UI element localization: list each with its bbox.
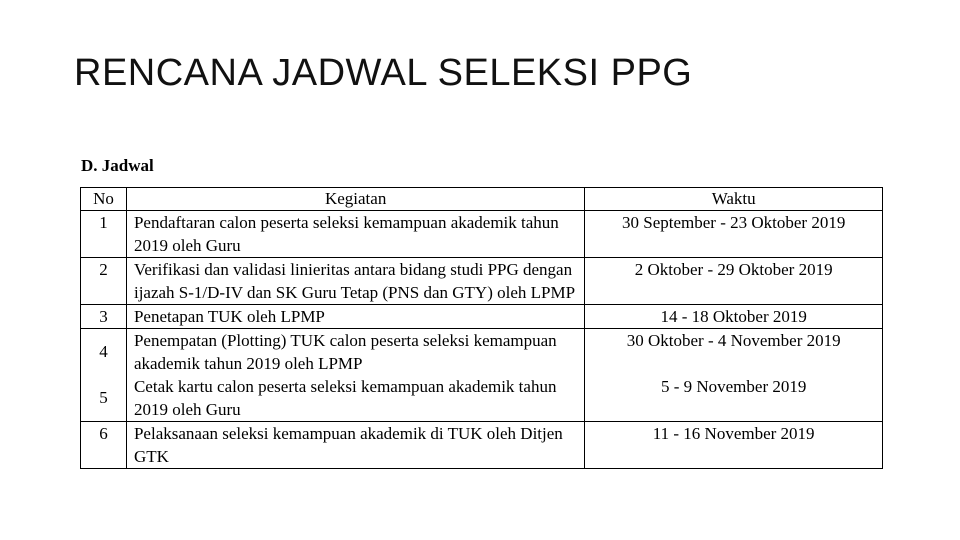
row-activity: Pendaftaran calon peserta seleksi kemampuan akademik tahun 2019 oleh Guru	[126, 211, 584, 258]
row-number: 3	[81, 305, 127, 329]
row-number: 6	[81, 422, 127, 469]
table-header-row	[81, 188, 883, 211]
row-time: 14 - 18 Oktober 2019	[585, 305, 883, 329]
row-number: 2	[81, 258, 127, 305]
row-activity-merged	[126, 329, 584, 422]
table-row	[81, 422, 883, 469]
spacer	[592, 352, 875, 375]
row-time: 30 Oktober - 4 November 2019	[626, 331, 841, 350]
row-activity: Penetapan TUK oleh LPMP	[126, 305, 584, 329]
row-activity: Cetak kartu calon peserta seleksi kemampuan akademik tahun 2019 oleh Guru	[133, 377, 557, 419]
row-time-merged	[585, 329, 883, 422]
row-time: 5 - 9 November 2019	[660, 377, 807, 396]
row-activity: Verifikasi dan validasi linieritas antara bidang studi PPG dengan ijazah S-1/D-IV dan SK Guru Tetap (PNS dan GTY) oleh LPMP	[126, 258, 584, 305]
header-activity: Kegiatan	[126, 188, 584, 211]
header-no: No	[81, 188, 127, 211]
table-row	[81, 258, 883, 305]
row-number: 1	[81, 211, 127, 258]
table-row	[81, 305, 883, 329]
section-heading: D. Jadwal	[81, 156, 154, 175]
row-number: 5	[99, 388, 108, 407]
row-time: 2 Oktober - 29 Oktober 2019	[585, 258, 883, 305]
slide-title: RENCANA JADWAL SELEKSI PPG	[74, 52, 693, 94]
table-row-merged	[81, 329, 883, 422]
row-number: 4	[99, 342, 108, 361]
row-time: 30 September - 23 Oktober 2019	[585, 211, 883, 258]
schedule-table	[80, 187, 883, 469]
row-activity: Pelaksanaan seleksi kemampuan akademik di TUK oleh Ditjen GTK	[126, 422, 584, 469]
row-numbers-merged	[81, 329, 127, 422]
header-time: Waktu	[585, 188, 883, 211]
row-activity: Penempatan (Plotting) TUK calon peserta seleksi kemampuan akademik tahun 2019 oleh LPMP	[133, 331, 557, 373]
table-row	[81, 211, 883, 258]
row-time: 11 - 16 November 2019	[585, 422, 883, 469]
